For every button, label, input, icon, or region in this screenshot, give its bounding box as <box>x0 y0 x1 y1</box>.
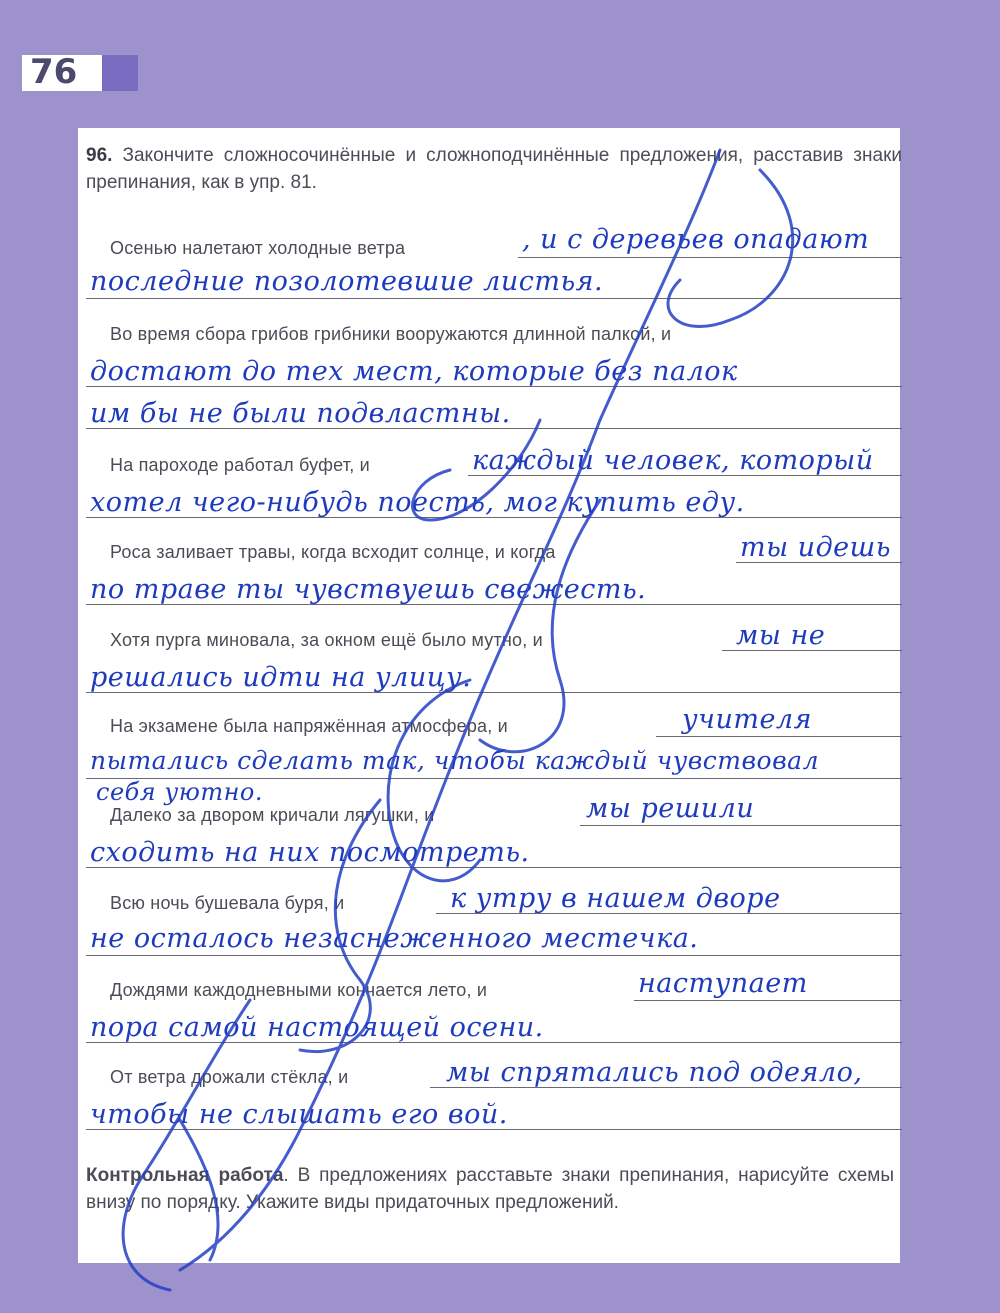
handwritten-answer: достают до тех мест, которые без палок <box>90 356 738 387</box>
handwritten-answer: , и с деревьев опадают <box>522 224 870 255</box>
answer-line <box>656 736 902 737</box>
exercise-item <box>86 793 902 895</box>
item-prompt: Дождями каждодневными кончается лето, и <box>110 980 488 1000</box>
item-prompt: Осенью налетают холодные ветра <box>110 238 406 258</box>
control-work-title: Контрольная работа <box>86 1165 284 1186</box>
item-prompt: Всю ночь бушевала буря, и <box>110 893 345 913</box>
handwritten-answer: учителя <box>682 704 812 735</box>
handwritten-answer: по траве ты чувствуешь свежесть. <box>90 574 647 605</box>
task-number: 96. <box>86 145 113 166</box>
handwritten-answer: ты идешь <box>740 532 891 563</box>
handwritten-answer: мы не <box>736 620 826 651</box>
handwritten-answer: мы решили <box>586 793 755 824</box>
task-instruction: Закончите сложносочинённые и сложноподчинённые предложения, расставив знаки препинания, как в упр. 81. <box>86 145 902 193</box>
handwritten-answer: им бы не были подвластны. <box>90 398 511 429</box>
control-work-text: . В предложениях расставьте знаки препинания, нарисуйте схемы внизу по порядку. Укажите виды придаточных предложений. <box>86 1165 894 1213</box>
exercise-item <box>86 1057 902 1157</box>
exercise-item <box>86 224 902 326</box>
answer-line <box>86 955 902 956</box>
handwritten-answer: хотел чего-нибудь поесть, мог купить еду. <box>90 487 745 518</box>
exercise-item <box>86 324 902 429</box>
item-prompt: На экзамене была напряжённая атмосфера, и <box>110 716 508 736</box>
handwritten-answer: пора самой настоящей осени. <box>90 1012 544 1043</box>
answer-line <box>580 825 902 826</box>
handwritten-answer: пытались сделать так, чтобы каждый чувствовал <box>90 746 819 775</box>
task-header <box>86 142 902 196</box>
handwritten-answer: не осталось незаснеженного местечка. <box>90 923 699 954</box>
control-work-instruction <box>86 1162 894 1216</box>
page-number-accent <box>102 55 138 91</box>
page-number: 76 <box>30 52 78 92</box>
handwritten-answer: решались идти на улицу. <box>90 662 472 693</box>
item-prompt: Роса заливает травы, когда всходит солнце, и когда <box>110 542 556 562</box>
handwritten-answer: последние позолотевшие листья. <box>90 266 604 297</box>
handwritten-answer: каждый человек, который <box>472 445 874 476</box>
item-prompt: Далеко за двором кричали лягушки, и <box>110 805 435 825</box>
handwritten-answer: сходить на них посмотреть. <box>90 837 530 868</box>
exercise-item <box>86 704 902 806</box>
item-prompt: На пароходе работал буфет, и <box>110 455 370 475</box>
item-prompt: От ветра дрожали стёкла, и <box>110 1067 349 1087</box>
answer-line <box>518 257 902 258</box>
exercise-item <box>86 532 902 632</box>
item-prompt: Хотя пурга миновала, за окном ещё было мутно, и <box>110 630 543 650</box>
answer-line <box>634 1000 902 1001</box>
handwritten-answer: себя уютно. <box>96 778 264 806</box>
handwritten-answer: мы спрятались под одеяло, <box>446 1057 863 1088</box>
handwritten-answer: к утру в нашем дворе <box>450 883 781 914</box>
handwritten-answer: чтобы не слышать его вой. <box>90 1099 508 1130</box>
answer-line <box>86 298 902 299</box>
handwritten-answer: наступает <box>638 968 808 999</box>
item-prompt: Во время сбора грибов грибники вооружаются длинной палкой, и <box>110 324 672 344</box>
